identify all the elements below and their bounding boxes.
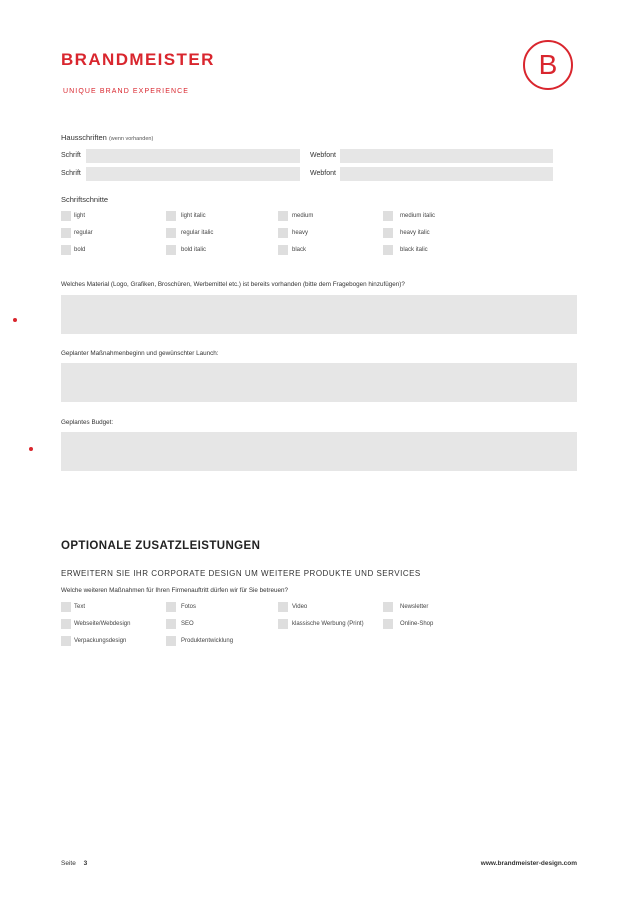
fonts-heading-note: (wenn vorhanden) bbox=[108, 136, 154, 142]
fonts-heading-title: Hausschriften bbox=[61, 133, 107, 142]
checkbox-regular-italic[interactable] bbox=[166, 228, 176, 238]
webfont-label-2: Webfont bbox=[310, 170, 336, 177]
schrift-input-1[interactable] bbox=[86, 149, 300, 163]
option-label-webdesign: Webseite/Webdesign bbox=[74, 621, 131, 627]
option-label-regular: regular bbox=[74, 230, 93, 236]
brand-name: BRANDMEISTER bbox=[61, 50, 215, 69]
checkbox-product-dev[interactable] bbox=[166, 636, 176, 646]
option-label-heavy-italic: heavy italic bbox=[400, 230, 430, 236]
option-label-black-italic: black italic bbox=[400, 247, 428, 253]
option-label-medium: medium bbox=[292, 213, 314, 219]
option-label-packaging: Verpackungsdesign bbox=[74, 638, 127, 644]
optional-subtitle: ERWEITERN SIE IHR CORPORATE DESIGN UM WEITERE PRODUKTE UND SERVICES bbox=[61, 569, 421, 578]
schrift-input-2[interactable] bbox=[86, 167, 300, 181]
option-label-medium-italic: medium italic bbox=[400, 213, 436, 219]
checkbox-heavy[interactable] bbox=[278, 228, 288, 238]
checkbox-video[interactable] bbox=[278, 602, 288, 612]
logo-letter: B bbox=[538, 49, 558, 80]
option-label-light-italic: light italic bbox=[181, 213, 206, 219]
checkbox-newsletter[interactable] bbox=[383, 602, 393, 612]
footer-url[interactable]: www.brandmeister-design.com bbox=[480, 860, 577, 867]
optional-question: Welche weiteren Maßnahmen für Ihren Firmenauftritt dürfen wir für Sie betreuen? bbox=[61, 587, 289, 594]
schrift-label-1: Schrift bbox=[61, 152, 81, 159]
checkbox-fotos[interactable] bbox=[166, 602, 176, 612]
webfont-input-2[interactable] bbox=[340, 167, 553, 181]
schrift-label-2: Schrift bbox=[61, 170, 81, 177]
option-label-text: Text bbox=[74, 604, 86, 610]
option-label-bold: bold bbox=[74, 247, 86, 253]
fonts-heading bbox=[61, 133, 153, 142]
option-label-print: klassische Werbung (Print) bbox=[292, 621, 364, 627]
margin-bullet bbox=[29, 447, 33, 451]
checkbox-black[interactable] bbox=[278, 245, 288, 255]
checkbox-webdesign[interactable] bbox=[61, 619, 71, 629]
checkbox-heavy-italic[interactable] bbox=[383, 228, 393, 238]
launch-textarea[interactable] bbox=[61, 363, 577, 402]
option-label-online-shop: Online-Shop bbox=[400, 621, 434, 627]
launch-question: Geplanter Maßnahmenbeginn und gewünschter Launch: bbox=[61, 350, 219, 357]
checkbox-text[interactable] bbox=[61, 602, 71, 612]
option-label-bold-italic: bold italic bbox=[181, 247, 207, 253]
page-label: Seite bbox=[61, 860, 76, 867]
checkbox-regular[interactable] bbox=[61, 228, 71, 238]
page-number: 3 bbox=[83, 860, 88, 867]
styles-heading: Schriftschnitte bbox=[61, 195, 109, 204]
webfont-input-1[interactable] bbox=[340, 149, 553, 163]
option-label-regular-italic: regular italic bbox=[181, 230, 214, 236]
budget-question: Geplantes Budget: bbox=[61, 419, 114, 426]
checkbox-light[interactable] bbox=[61, 211, 71, 221]
checkbox-packaging[interactable] bbox=[61, 636, 71, 646]
checkbox-light-italic[interactable] bbox=[166, 211, 176, 221]
checkbox-black-italic[interactable] bbox=[383, 245, 393, 255]
checkbox-seo[interactable] bbox=[166, 619, 176, 629]
checkbox-medium-italic[interactable] bbox=[383, 211, 393, 221]
option-label-light: light bbox=[74, 213, 86, 219]
checkbox-online-shop[interactable] bbox=[383, 619, 393, 629]
brand-tagline: UNIQUE BRAND EXPERIENCE bbox=[63, 88, 190, 95]
brand-logo bbox=[523, 40, 573, 90]
margin-bullet bbox=[13, 318, 17, 322]
page-indicator bbox=[61, 860, 87, 867]
checkbox-medium[interactable] bbox=[278, 211, 288, 221]
option-label-newsletter: Newsletter bbox=[400, 604, 429, 610]
option-label-fotos: Fotos bbox=[181, 604, 197, 610]
budget-textarea[interactable] bbox=[61, 432, 577, 471]
option-label-product-dev: Produktentwicklung bbox=[181, 638, 234, 644]
checkbox-bold-italic[interactable] bbox=[166, 245, 176, 255]
option-label-black: black bbox=[292, 247, 307, 253]
material-question: Welches Material (Logo, Grafiken, Broschüren, Werbemittel etc.) ist bereits vorhanden (bitte dem Fragebogen hinzufügen)? bbox=[61, 281, 405, 288]
option-label-video: Video bbox=[292, 604, 308, 610]
material-textarea[interactable] bbox=[61, 295, 577, 334]
webfont-label-1: Webfont bbox=[310, 152, 336, 159]
checkbox-print[interactable] bbox=[278, 619, 288, 629]
optional-title: OPTIONALE ZUSATZLEISTUNGEN bbox=[61, 540, 261, 552]
checkbox-bold[interactable] bbox=[61, 245, 71, 255]
option-label-seo: SEO bbox=[181, 621, 194, 627]
option-label-heavy: heavy bbox=[292, 230, 309, 236]
